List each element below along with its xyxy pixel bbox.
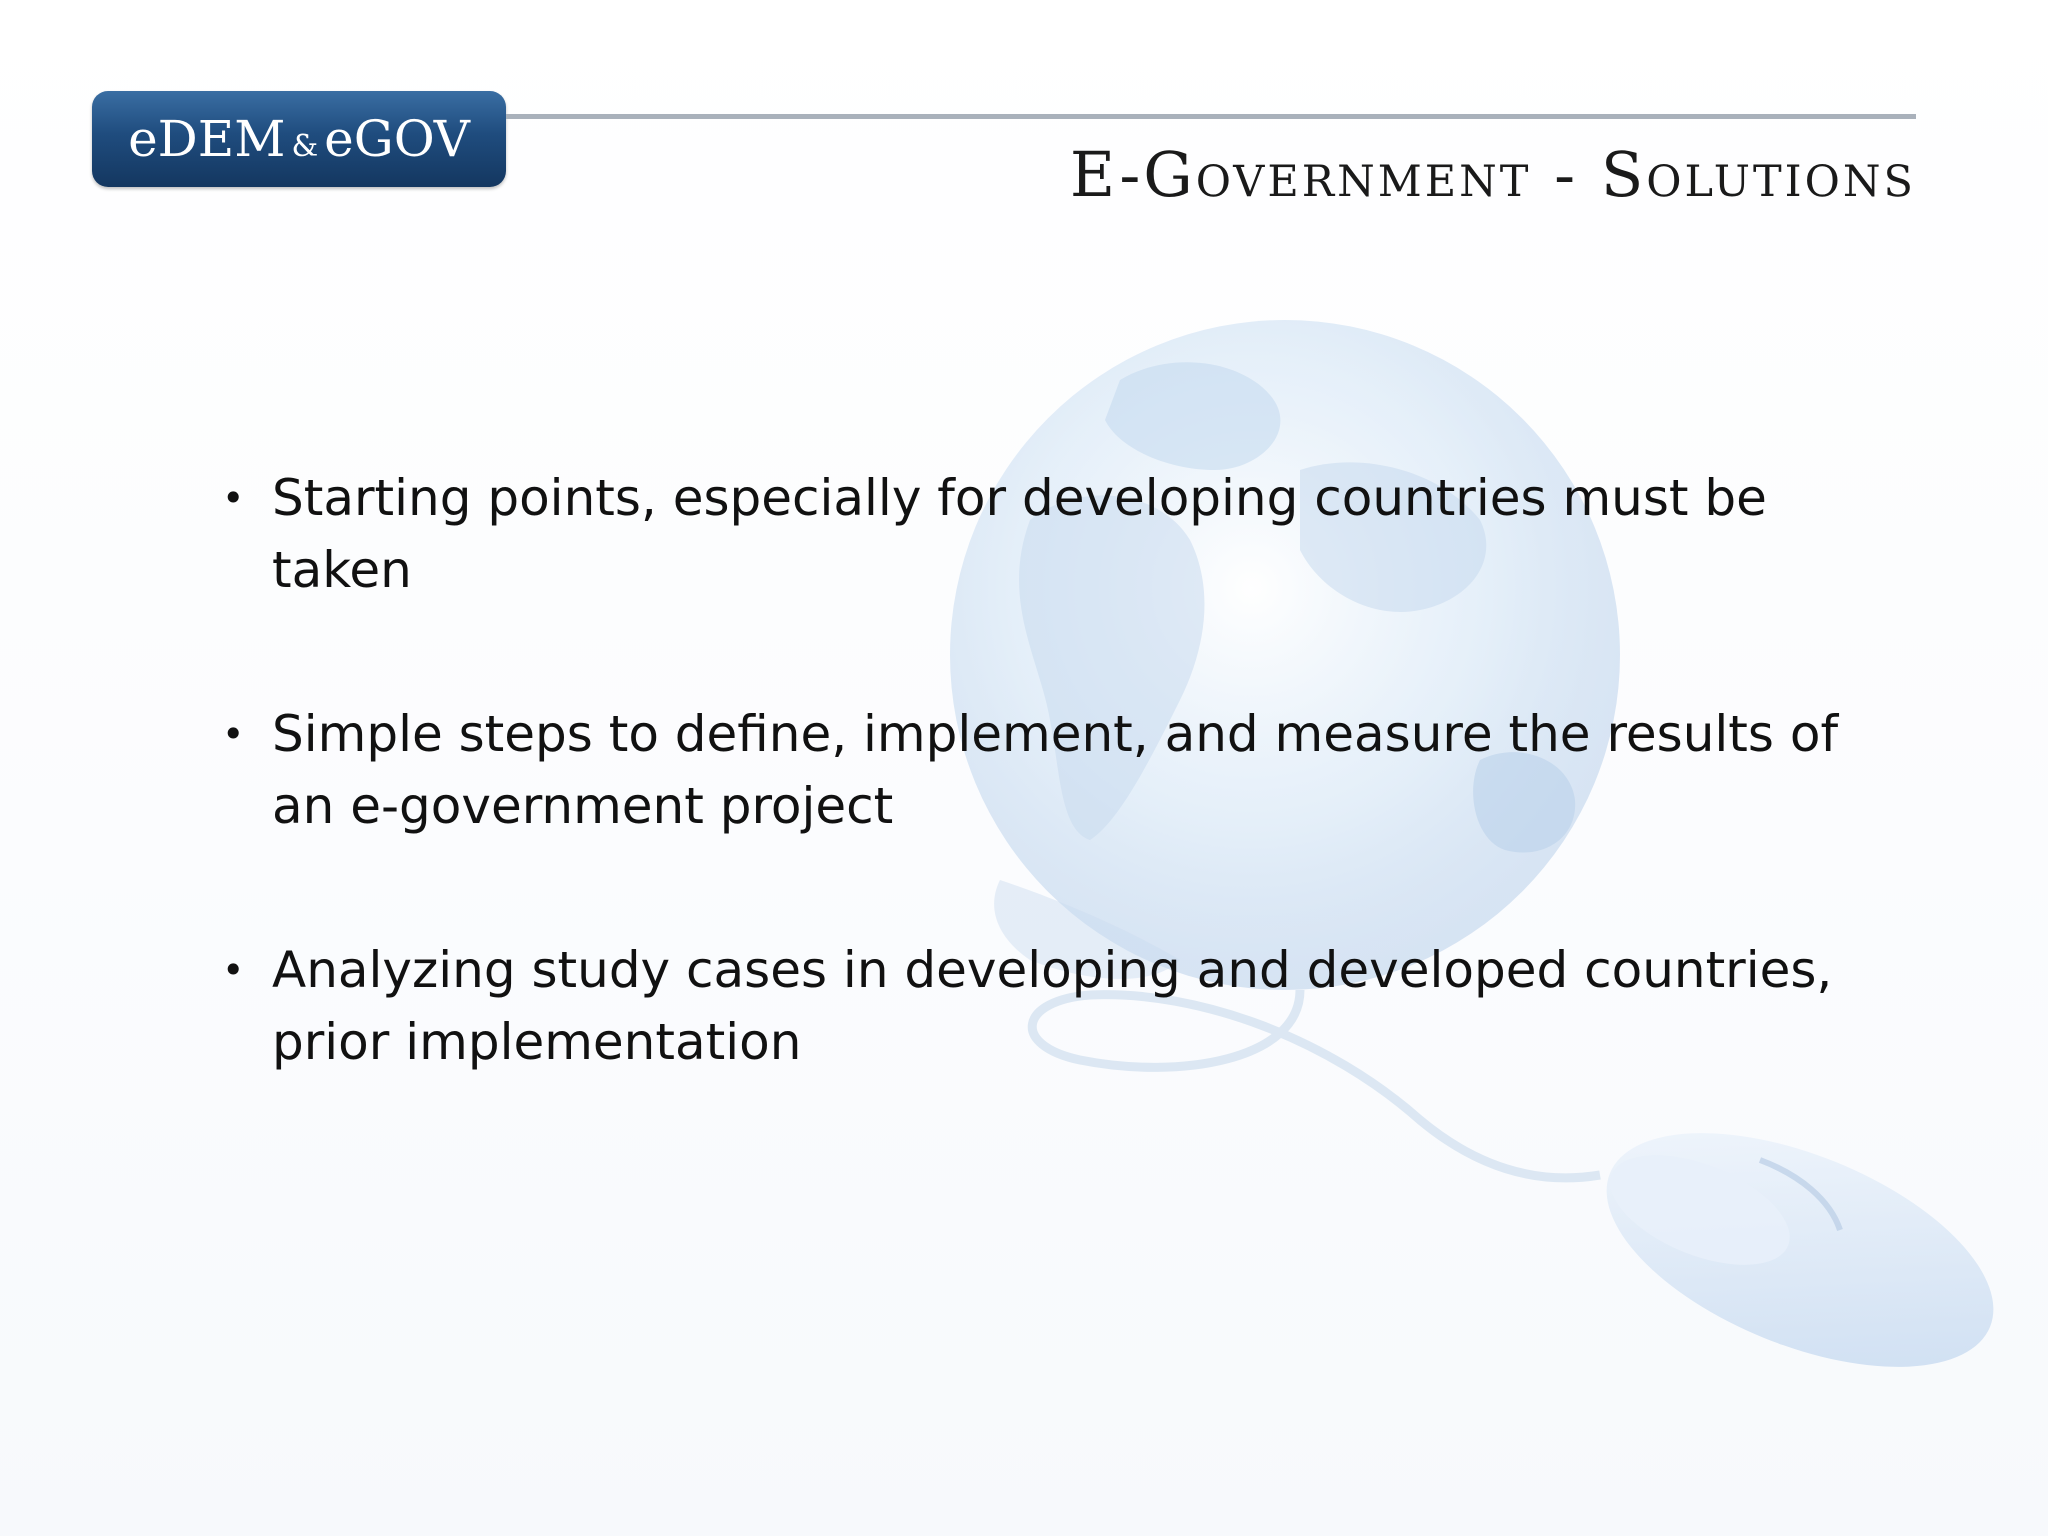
logo-ampersand: & bbox=[291, 129, 319, 164]
header-divider bbox=[506, 114, 1916, 119]
bullet-dot-icon: • bbox=[222, 476, 245, 520]
edem-egov-logo bbox=[92, 91, 506, 187]
logo-wordmark bbox=[128, 110, 470, 168]
bullet-list bbox=[222, 462, 1882, 1170]
slide-title: E-Government - Solutions bbox=[1069, 138, 1916, 211]
bullet-text: Simple steps to define, implement, and measure the results of an e-government project bbox=[272, 705, 1839, 835]
bullet-text: Starting points, especially for developing countries must be taken bbox=[272, 469, 1767, 599]
bullet-item bbox=[222, 462, 1882, 606]
bullet-text: Analyzing study cases in developing and developed countries, prior implementation bbox=[272, 941, 1833, 1071]
bullet-item bbox=[222, 934, 1882, 1078]
logo-egov-text: eGOV bbox=[324, 110, 470, 168]
logo-edem-text: eDEM bbox=[128, 110, 286, 168]
bullet-item bbox=[222, 698, 1882, 842]
bullet-dot-icon: • bbox=[222, 712, 245, 756]
bullet-dot-icon: • bbox=[222, 948, 245, 992]
